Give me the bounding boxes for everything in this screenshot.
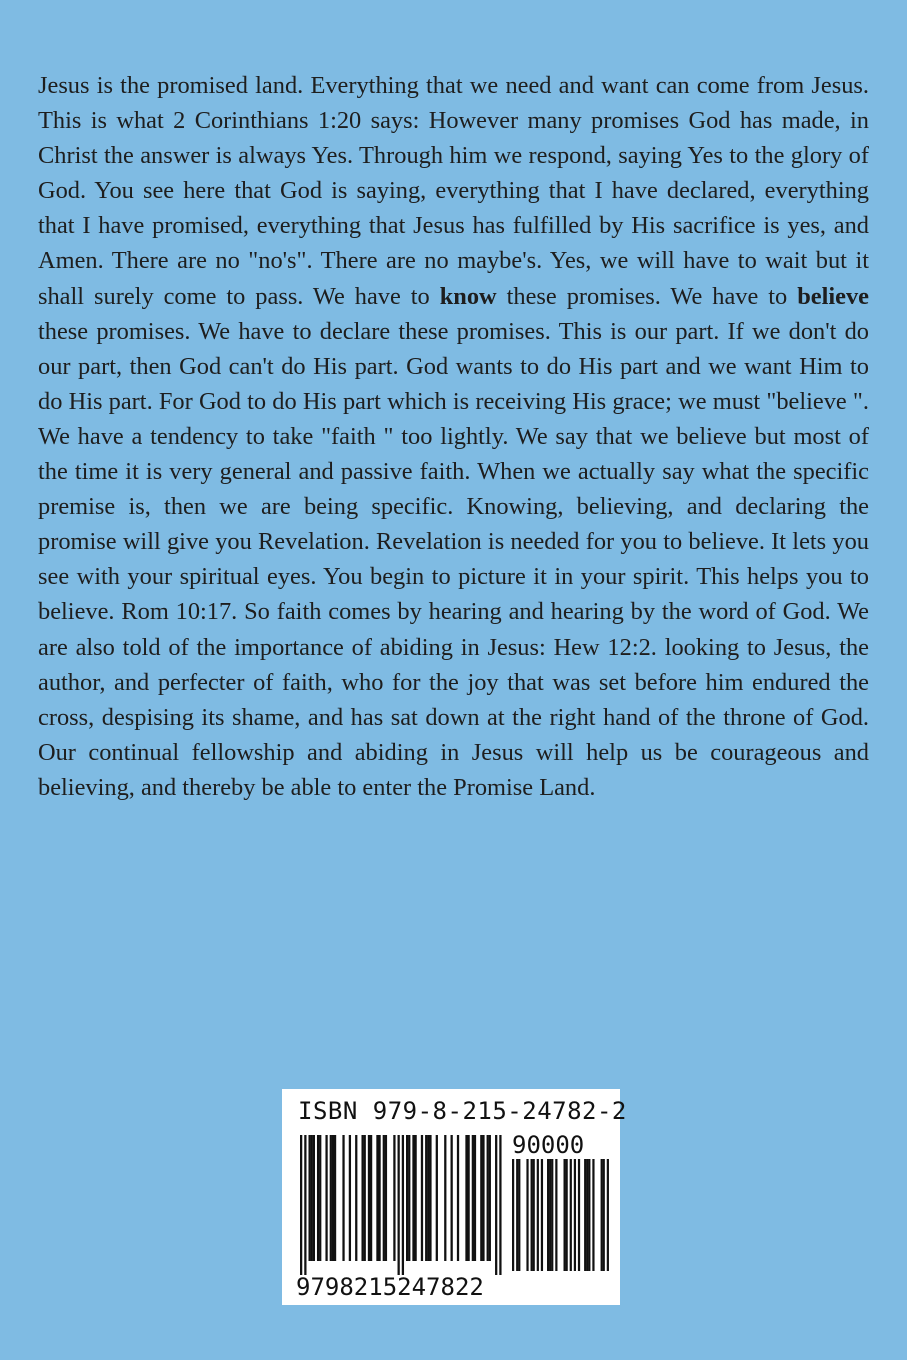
- isbn-barcode-box: [282, 1089, 627, 1305]
- barcode-bar: [570, 1159, 572, 1271]
- barcode-bar: [549, 1159, 551, 1271]
- barcode-bar: [465, 1135, 467, 1261]
- barcode-bar: [603, 1159, 605, 1271]
- barcode-bar: [421, 1135, 423, 1261]
- barcode-bar: [487, 1135, 489, 1261]
- barcode-bar: [472, 1135, 474, 1261]
- barcode-bar: [555, 1159, 557, 1271]
- blurb-bold-know: know: [439, 282, 497, 310]
- barcode-bar: [512, 1159, 514, 1271]
- barcode-bar: [361, 1135, 363, 1261]
- barcode-bar: [457, 1135, 459, 1261]
- barcode-bar: [370, 1135, 372, 1261]
- ean-digits-label: 9798215247822: [296, 1273, 484, 1301]
- barcode-bar: [408, 1135, 410, 1261]
- barcode-bar: [588, 1159, 590, 1271]
- isbn-label: ISBN 979-8-215-24782-2: [298, 1097, 627, 1125]
- barcode-bar: [482, 1135, 484, 1261]
- blurb-text-part-2: these promises. We have to: [496, 282, 798, 310]
- barcode-bar: [451, 1135, 453, 1261]
- barcode-bar: [436, 1135, 438, 1261]
- barcode-bar: [547, 1159, 549, 1271]
- barcode-bar: [378, 1135, 380, 1261]
- barcode-bar: [313, 1135, 315, 1261]
- barcode-bar: [368, 1135, 370, 1261]
- barcode-bar: [311, 1135, 313, 1261]
- blurb-text-part-1: Jesus is the promised land. Everything that we need and want can come from Jesus. This is what 2 Corinthians 1:20 says: However many promises God has made, in Christ the answer is always Yes. Through him we respond, saying Yes to the glory of God. You see here that God is saying, everything that I have declared, everything that I have promised, everything that Jesus has fulfilled by His sacrifice is yes, and Amen. There are no "no's". There are no maybe's. Yes, we will have to wait but it shall surely come to pass. We have to: [38, 72, 869, 310]
- barcode-bar: [467, 1135, 469, 1261]
- barcode-bar: [342, 1135, 344, 1261]
- barcode-bar: [325, 1135, 327, 1261]
- barcode-bar: [427, 1135, 429, 1261]
- barcode-bar: [499, 1135, 501, 1275]
- barcode-bar: [551, 1159, 553, 1271]
- barcode-bar: [516, 1159, 518, 1271]
- barcode-bar: [592, 1159, 594, 1271]
- barcode-bar: [429, 1135, 431, 1261]
- barcode-bar: [574, 1159, 576, 1271]
- barcode-bar: [537, 1159, 539, 1271]
- barcode-bar: [376, 1135, 378, 1261]
- barcode-bar: [355, 1135, 357, 1261]
- blurb-bold-believe: believe: [797, 282, 869, 310]
- barcode-bar: [495, 1135, 497, 1275]
- barcode-bar: [330, 1135, 332, 1261]
- barcode-bar: [444, 1135, 446, 1261]
- price-code-label: 90000: [512, 1131, 585, 1159]
- blurb-text-part-3: these promises. We have to declare these promises. This is our part. If we don't do our part, then God can't do His part. God wants to do His part and we want Him to do His part. For God to do His part which is receiving His grace; we must "believe ". We have a tendency to take "faith " too lightly. We say that we believe but most of the time it is very general and passive faith. When we actually say what the specific premise is, then we are being specific. Knowing, believing, and declaring the promise will give you Revelation. Revelation is needed for you to believe. It lets you see with your spiritual eyes. You begin to picture it in your spirit. This helps you to believe. Rom 10:17. So faith comes by hearing and hearing by the word of God. We are also told of the importance of abiding in Jesus: Hew 12:2. looking to Jesus, the author, and perfecter of faith, who for the joy that was set before him endured the cross, despising its shame, and has sat down at the right hand of the throne of God. Our continual fellowship and abiding in Jesus will help us be courageous and believing, and thereby be able to enter the Promise Land.: [38, 317, 869, 801]
- barcode-bar: [607, 1159, 609, 1271]
- barcode-bar: [332, 1135, 334, 1261]
- barcode-bar: [414, 1135, 416, 1261]
- barcode-bar: [300, 1135, 302, 1275]
- barcode-bar: [584, 1159, 586, 1271]
- barcode-bar: [385, 1135, 387, 1261]
- ean13-bars: [300, 1135, 502, 1275]
- barcode-bar: [474, 1135, 476, 1261]
- barcode-bar: [383, 1135, 385, 1261]
- barcode-bar: [412, 1135, 414, 1261]
- barcode-bar: [317, 1135, 319, 1261]
- barcode-bar: [308, 1135, 310, 1261]
- barcode-bar: [564, 1159, 566, 1271]
- barcode-bar: [425, 1135, 427, 1261]
- barcode-bar: [518, 1159, 520, 1271]
- barcode-bar: [334, 1135, 336, 1261]
- price-addon-bars: [512, 1159, 609, 1271]
- barcode-bar: [398, 1135, 400, 1275]
- barcode-bar: [480, 1135, 482, 1261]
- barcode-bar: [349, 1135, 351, 1261]
- barcode-bar: [601, 1159, 603, 1271]
- barcode-bar: [541, 1159, 543, 1271]
- barcode-bar: [364, 1135, 366, 1261]
- barcode-bar: [402, 1135, 404, 1275]
- barcode-bar: [566, 1159, 568, 1271]
- barcode-bar: [393, 1135, 395, 1261]
- back-cover-blurb: [38, 68, 869, 805]
- barcode-bar: [406, 1135, 408, 1261]
- barcode-bar: [531, 1159, 533, 1271]
- barcode-bar: [304, 1135, 306, 1275]
- barcode-bar: [526, 1159, 528, 1271]
- barcode-bar: [489, 1135, 491, 1261]
- barcode-bar: [319, 1135, 321, 1261]
- barcode-bar: [586, 1159, 588, 1271]
- barcode-bar: [578, 1159, 580, 1271]
- barcode-bar: [533, 1159, 535, 1271]
